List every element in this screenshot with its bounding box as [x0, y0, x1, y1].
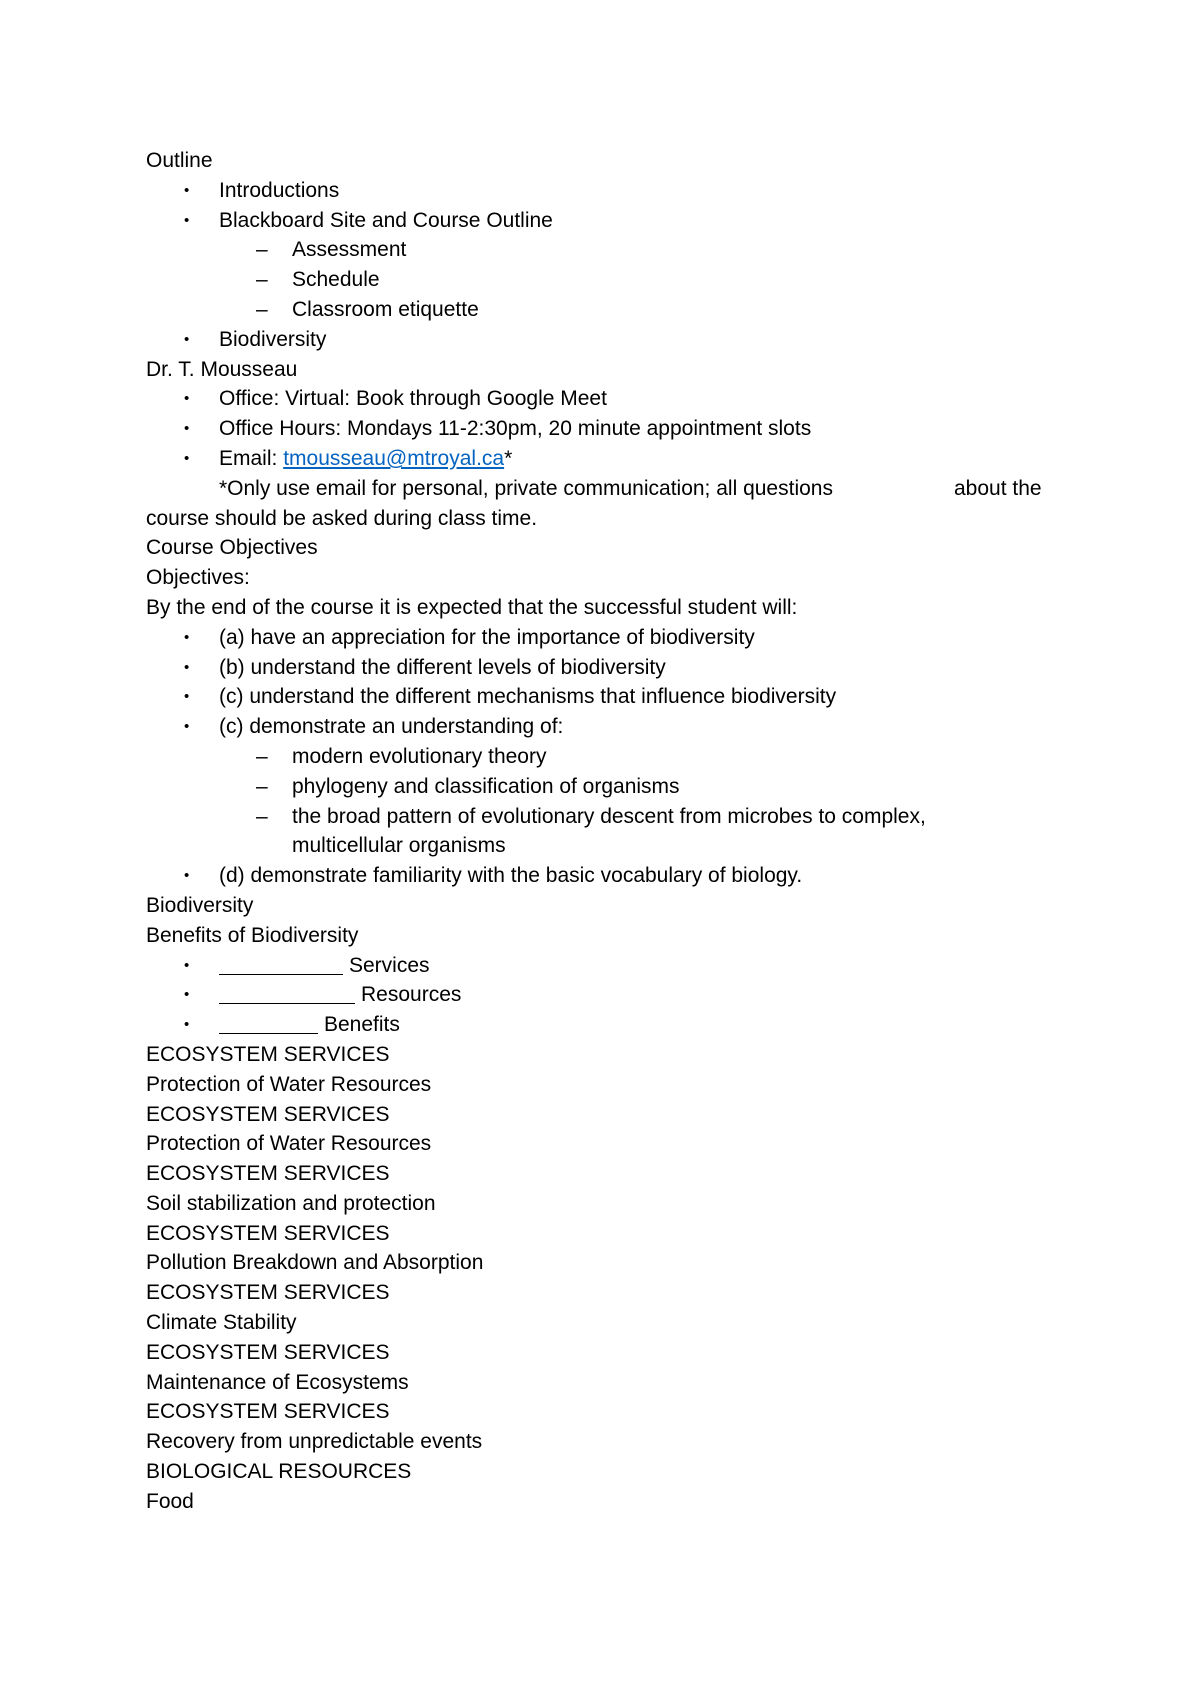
- objectives-heading: Course Objectives: [146, 536, 318, 560]
- dash-icon: –: [256, 804, 268, 828]
- list-item: • (c) understand the different mechanisms that influence biodiversity: [146, 682, 1066, 712]
- document-page: [146, 146, 1066, 1517]
- biodiversity-heading: Biodiversity: [146, 893, 254, 917]
- bullet-icon: •: [184, 181, 190, 199]
- bullet-icon: •: [184, 330, 190, 348]
- sub-list-item: – modern evolutionary theory: [146, 742, 1066, 772]
- bullet-icon: •: [184, 986, 190, 1004]
- email-note: *Only use email for personal, private communication; all questions about the: [219, 476, 1042, 500]
- list-item: • Biodiversity: [146, 325, 1066, 355]
- outline-heading: Outline: [146, 149, 213, 172]
- email-link[interactable]: tmousseau@mtroyal.ca: [283, 446, 505, 470]
- bullet-icon: •: [184, 658, 190, 676]
- bullet-icon: •: [184, 718, 190, 736]
- list-item: • Benefits: [146, 1010, 1066, 1040]
- sub-list-item: – phylogeny and classification of organisms: [146, 772, 1066, 802]
- dash-icon: –: [256, 268, 268, 292]
- section-title: Protection of Water Resources: [146, 1072, 432, 1096]
- fill-in-blank: [219, 982, 355, 1004]
- dash-icon: –: [256, 238, 268, 262]
- list-item: • Blackboard Site and Course Outline: [146, 206, 1066, 236]
- bullet-icon: •: [184, 211, 190, 229]
- section-heading: BIOLOGICAL RESOURCES: [146, 1460, 412, 1484]
- section-heading: ECOSYSTEM SERVICES: [146, 1400, 390, 1424]
- list-item: • (a) have an appreciation for the importance of biodiversity: [146, 623, 1066, 653]
- section-title: Recovery from unpredictable events: [146, 1430, 483, 1454]
- list-item: • (d) demonstrate familiarity with the basic vocabulary of biology.: [146, 861, 1066, 891]
- bullet-icon: •: [184, 1016, 190, 1034]
- bullet-icon: •: [184, 420, 190, 438]
- list-item: • Office Hours: Mondays 11-2:30pm, 20 minute appointment slots: [146, 414, 1066, 444]
- list-item: • Office: Virtual: Book through Google Meet: [146, 384, 1066, 414]
- objectives-label: Objectives:: [146, 566, 250, 590]
- sub-list-item: – Assessment: [146, 235, 1066, 265]
- section-title: Protection of Water Resources: [146, 1132, 432, 1156]
- section-heading: ECOSYSTEM SERVICES: [146, 1340, 390, 1364]
- bullet-icon: •: [184, 628, 190, 646]
- bullet-icon: •: [184, 867, 190, 885]
- list-item: • Email: tmousseau@mtroyal.ca*: [146, 444, 1066, 474]
- section-title: Soil stabilization and protection: [146, 1191, 436, 1215]
- section-title: Pollution Breakdown and Absorption: [146, 1251, 484, 1275]
- bullet-icon: •: [184, 390, 190, 408]
- instructor-name: Dr. T. Mousseau: [146, 357, 298, 381]
- section-heading: ECOSYSTEM SERVICES: [146, 1102, 390, 1126]
- email-note-continued: course should be asked during class time.: [146, 506, 538, 530]
- sub-list-item: – Schedule: [146, 265, 1066, 295]
- dash-icon: –: [256, 297, 268, 321]
- dash-icon: –: [256, 774, 268, 798]
- bullet-icon: •: [184, 956, 190, 974]
- sub-list-item: – the broad pattern of evolutionary descent from microbes to complex,: [146, 802, 1066, 832]
- bullet-icon: •: [184, 688, 190, 706]
- list-item: • (b) understand the different levels of biodiversity: [146, 653, 1066, 683]
- fill-in-blank: [219, 1012, 318, 1034]
- sub-list-item-continued: multicellular organisms: [292, 834, 506, 858]
- section-title: Maintenance of Ecosystems: [146, 1370, 409, 1394]
- section-heading: ECOSYSTEM SERVICES: [146, 1221, 390, 1245]
- section-title: Food: [146, 1489, 194, 1513]
- section-heading: ECOSYSTEM SERVICES: [146, 1281, 390, 1305]
- bullet-icon: •: [184, 449, 190, 467]
- section-title: Climate Stability: [146, 1311, 297, 1335]
- list-item: • Services: [146, 951, 1066, 981]
- list-item: • (c) demonstrate an understanding of:: [146, 712, 1066, 742]
- section-heading: ECOSYSTEM SERVICES: [146, 1162, 390, 1186]
- sub-list-item: – Classroom etiquette: [146, 295, 1066, 325]
- dash-icon: –: [256, 744, 268, 768]
- fill-in-blank: [219, 953, 343, 975]
- list-item: • Introductions: [146, 176, 1066, 206]
- objectives-intro: By the end of the course it is expected that the successful student will:: [146, 595, 798, 619]
- list-item: • Resources: [146, 980, 1066, 1010]
- benefits-heading: Benefits of Biodiversity: [146, 923, 359, 947]
- section-heading: ECOSYSTEM SERVICES: [146, 1042, 390, 1066]
